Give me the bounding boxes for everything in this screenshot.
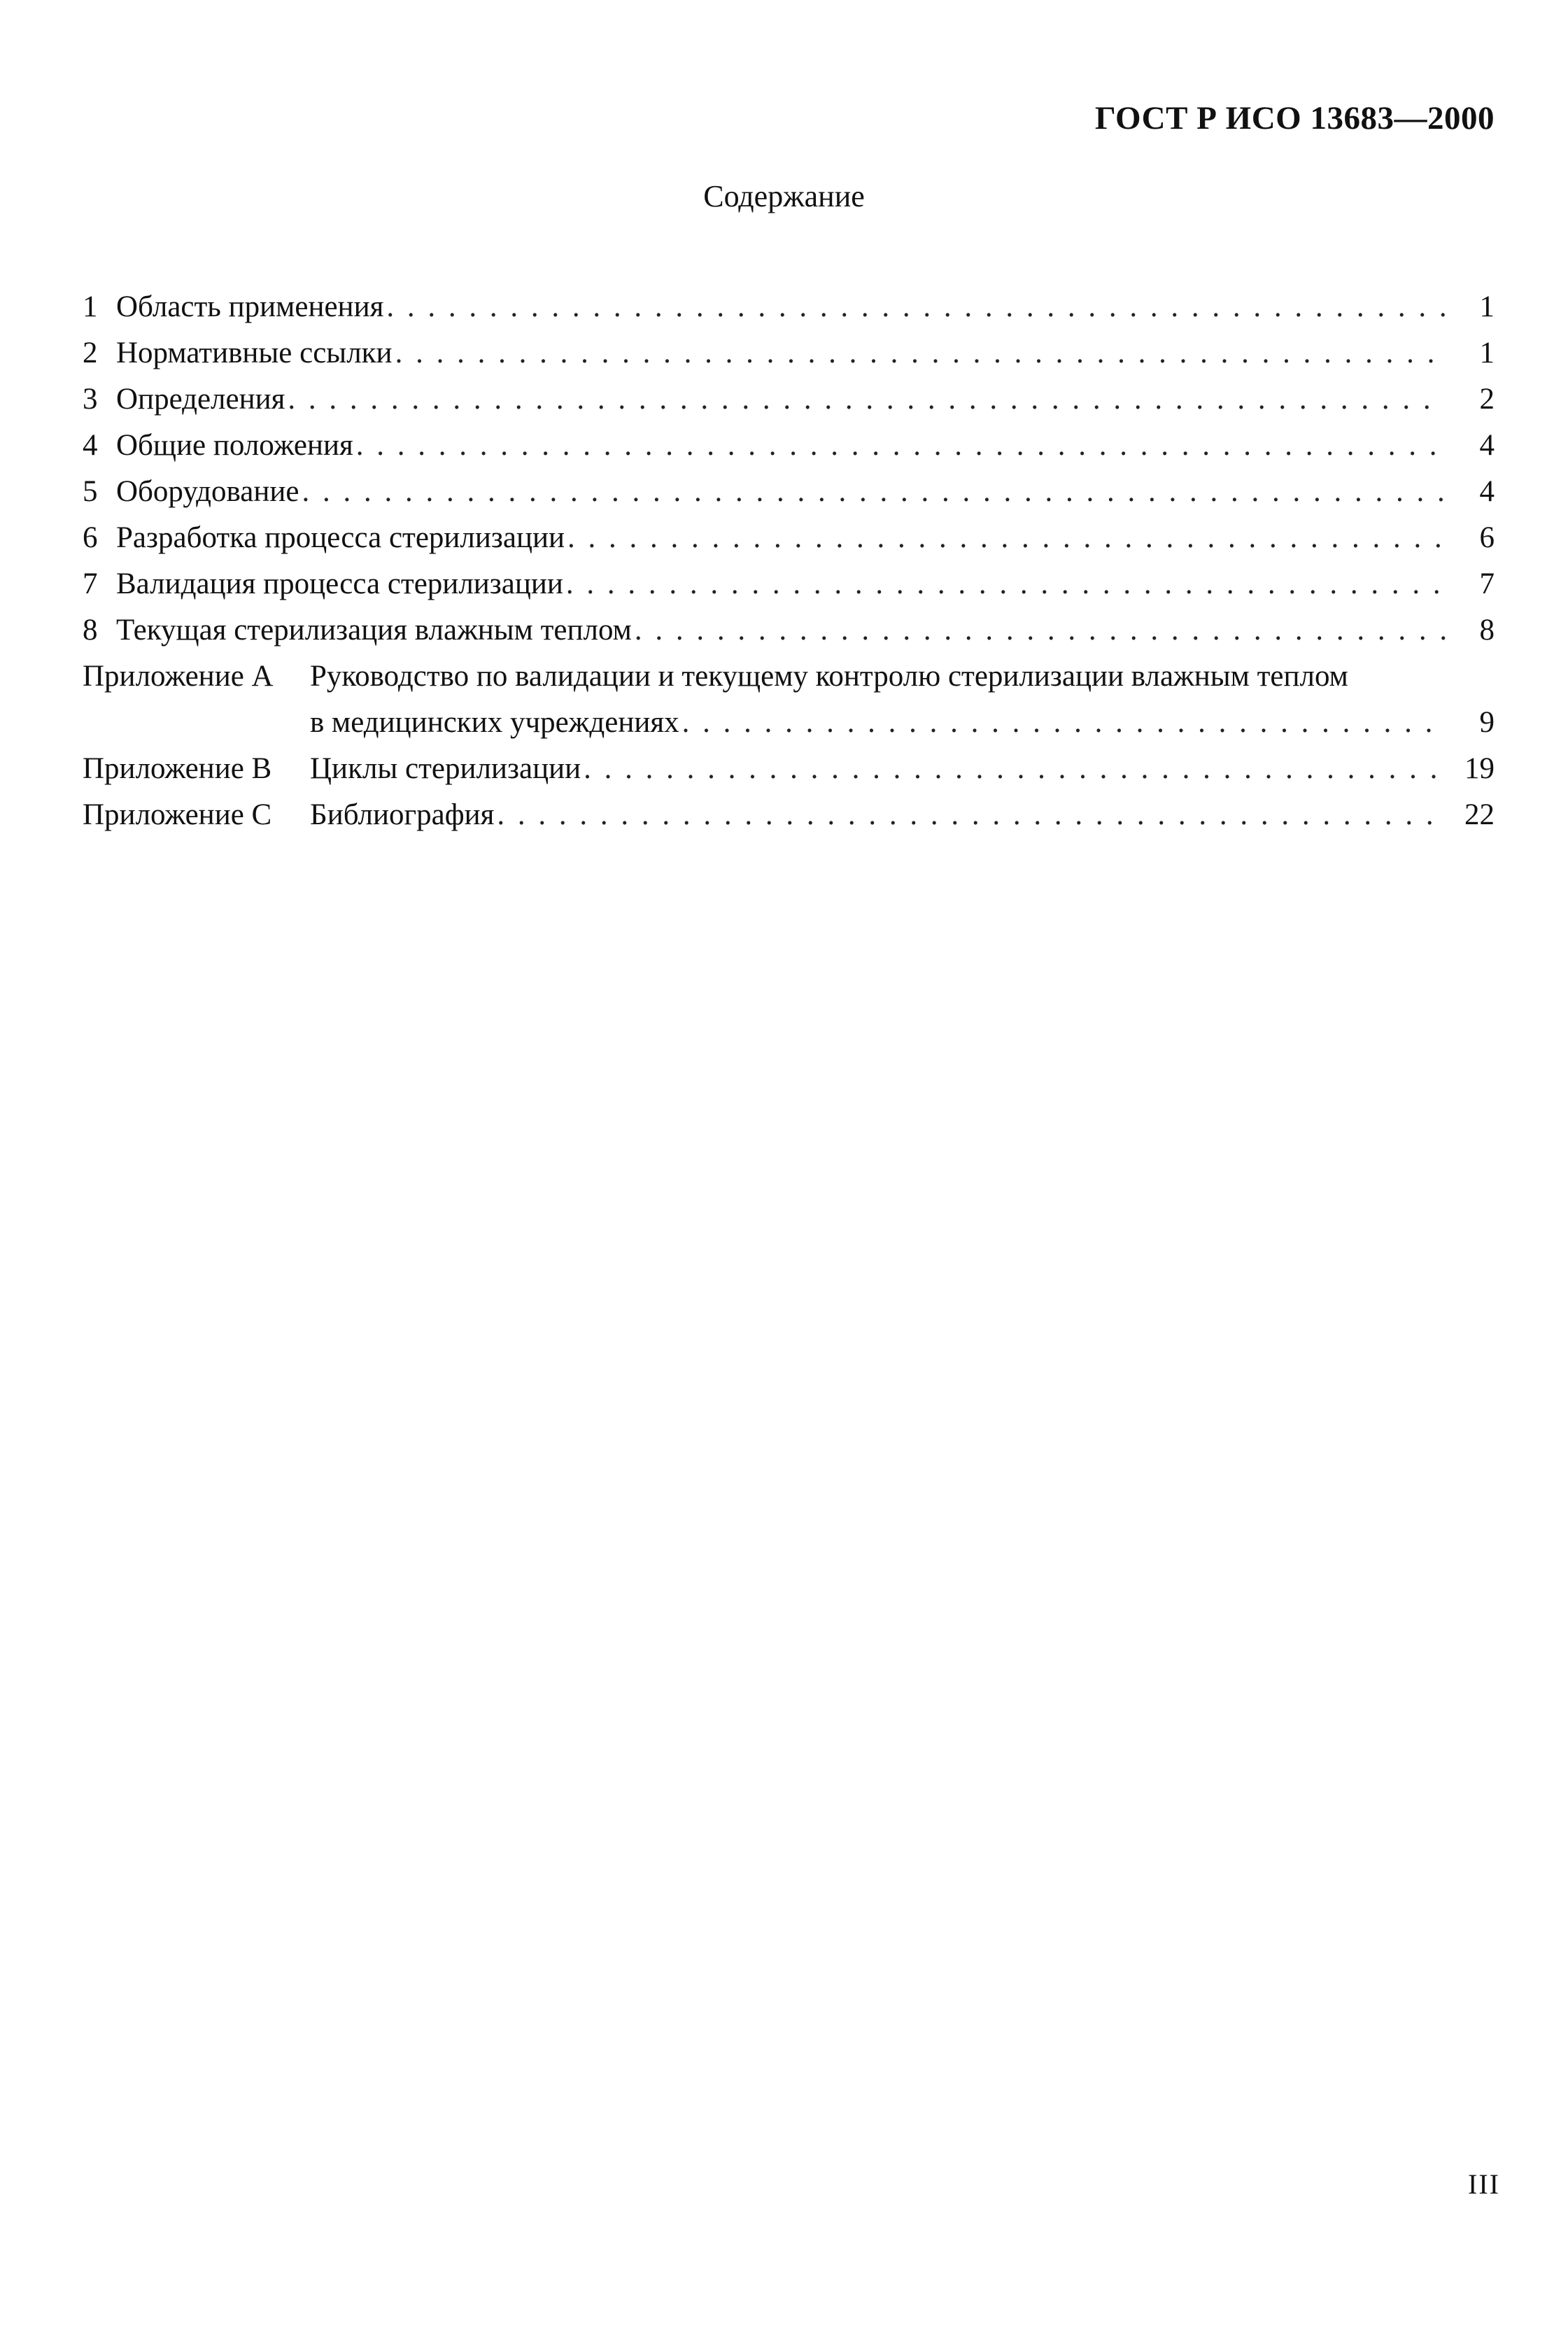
toc-entry[interactable] xyxy=(83,423,1495,469)
toc-entry-label: Валидация процесса стерилизации xyxy=(116,567,563,600)
toc-entry[interactable] xyxy=(83,607,1495,654)
toc-entry[interactable] xyxy=(83,561,1495,607)
page-number: III xyxy=(1468,2168,1500,2200)
toc-entry-page: 8 xyxy=(1479,614,1495,647)
annex-prefix: Приложение С xyxy=(83,798,272,831)
toc-entry[interactable] xyxy=(83,330,1495,376)
toc-entry[interactable] xyxy=(83,376,1495,423)
dot-leader xyxy=(682,700,1446,746)
toc-annex-line2 xyxy=(83,700,1495,746)
toc-entry-number: 6 xyxy=(83,521,98,554)
toc-entry-label: Оборудование xyxy=(116,475,299,508)
dot-leader xyxy=(635,607,1446,654)
toc-entry-number: 1 xyxy=(83,290,98,323)
dot-leader xyxy=(395,330,1446,376)
annex-label: Библиография xyxy=(310,798,495,831)
toc-entry[interactable] xyxy=(83,469,1495,515)
toc-entry-page: 22 xyxy=(1464,798,1495,831)
toc-entry-label: Определения xyxy=(116,383,285,416)
toc-annex-entry[interactable] xyxy=(83,792,1495,838)
toc-title: Содержание xyxy=(703,179,865,213)
toc-entry-page: 4 xyxy=(1479,429,1495,462)
toc-entry-number: 7 xyxy=(83,567,98,600)
toc-annex-line1 xyxy=(83,654,1495,700)
annex-label-continued: в медицинских учреждениях xyxy=(310,706,679,739)
annex-label: Циклы стерилизации xyxy=(310,752,581,785)
toc-entry-label: Разработка процесса стерилизации xyxy=(116,521,565,554)
toc-entry-page: 1 xyxy=(1479,290,1495,323)
toc-annex-entry[interactable] xyxy=(83,746,1495,792)
document-code: ГОСТ Р ИСО 13683—2000 xyxy=(1094,100,1495,136)
toc-entry-page: 7 xyxy=(1479,567,1495,600)
toc-entry-page: 9 xyxy=(1479,706,1495,739)
dot-leader xyxy=(567,515,1446,561)
toc-entry-page: 1 xyxy=(1479,337,1495,369)
toc-entry-page: 19 xyxy=(1464,752,1495,785)
toc-entry-number: 4 xyxy=(83,429,98,462)
table-of-contents xyxy=(83,284,1495,838)
dot-leader xyxy=(566,561,1446,607)
toc-entry[interactable] xyxy=(83,515,1495,561)
toc-entry-label: Текущая стерилизация влажным теплом xyxy=(116,614,632,647)
annex-prefix: Приложение А xyxy=(83,660,274,693)
annex-label: Руководство по валидации и текущему контролю стерилизации влажным теплом xyxy=(310,660,1348,693)
dot-leader xyxy=(302,469,1446,515)
toc-entry[interactable] xyxy=(83,284,1495,330)
dot-leader xyxy=(584,746,1446,792)
annex-prefix: Приложение В xyxy=(83,752,272,785)
dot-leader xyxy=(356,423,1446,469)
dot-leader xyxy=(386,284,1446,330)
toc-entry-number: 2 xyxy=(83,337,98,369)
dot-leader xyxy=(497,792,1446,838)
toc-entry-number: 8 xyxy=(83,614,98,647)
toc-entry-number: 3 xyxy=(83,383,98,416)
toc-entry-page: 4 xyxy=(1479,475,1495,508)
toc-entry-page: 6 xyxy=(1479,521,1495,554)
toc-entry-page: 2 xyxy=(1479,383,1495,416)
toc-entry-label: Общие положения xyxy=(116,429,353,462)
toc-entry-label: Область применения xyxy=(116,290,384,323)
toc-entry-label: Нормативные ссылки xyxy=(116,337,393,369)
toc-entry-number: 5 xyxy=(83,475,98,508)
toc-annex-entry[interactable] xyxy=(83,654,1495,746)
dot-leader xyxy=(288,376,1446,423)
